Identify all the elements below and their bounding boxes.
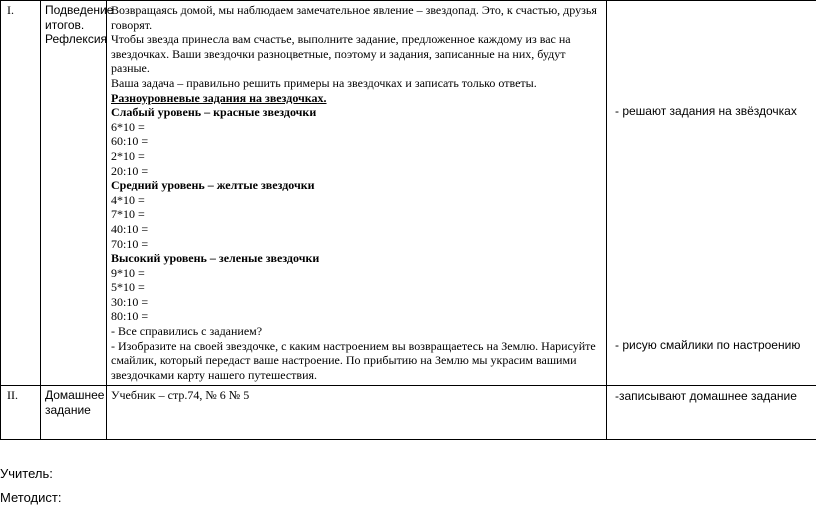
student-activity-cell: [607, 1, 816, 386]
student-activity-cell: [607, 386, 816, 440]
stage-content: Учебник – стр.74, № 6 № 5: [107, 386, 607, 440]
intro-paragraph: Ваша задача – правильно решить примеры на звездочках и записать только ответы.: [111, 75, 537, 90]
example: 20:10 =: [111, 163, 149, 178]
methodist-label: Методист:: [0, 490, 62, 505]
table-row: [1, 386, 816, 440]
level-title: Слабый уровень – красные звездочки: [111, 105, 317, 120]
example: 80:10 =: [111, 309, 149, 324]
level-title: Средний уровень – желтые звездочки: [111, 178, 315, 193]
example: 40:10 =: [111, 221, 149, 236]
stage-number: I.: [1, 1, 41, 386]
example: 5*10 =: [111, 280, 145, 295]
example: 2*10 =: [111, 148, 145, 163]
teacher-label: Учитель:: [0, 466, 53, 481]
outro-paragraph: - Все справились с заданием?: [111, 324, 263, 339]
outro-paragraph: - Изобразите на своей звездочке, с каким настроением вы возвращаетесь на Землю. Нарисуйте смайлик, который передаст ваше настроение. По прибытию на Землю мы украсим вашими звездочками карту нашего путешествия.: [111, 338, 596, 382]
intro-paragraph: Возвращаясь домой, мы наблюдаем замечательное явление – звездопад. Это, к счастью, друзья говорят.: [111, 3, 597, 32]
level-title: Высокий уровень – зеленые звездочки: [111, 251, 320, 266]
example: 70:10 =: [111, 236, 149, 251]
example: 30:10 =: [111, 294, 149, 309]
example: 6*10 =: [111, 119, 145, 134]
example: 4*10 =: [111, 192, 145, 207]
student-activity: -записывают домашнее задание: [615, 389, 797, 403]
tasks-title: Разноуровневые задания на звездочках.: [111, 90, 327, 105]
stage-number: II.: [1, 386, 41, 440]
stage-name: Домашнее задание: [41, 386, 107, 440]
intro-paragraph: Чтобы звезда принесла вам счастье, выполните задание, предложенное каждому из вас на звездочках. Ваши звездочки разноцветные, поэтому и задания, записанные на них, будут разные.: [111, 32, 571, 76]
student-activity: - решают задания на звёздочках: [615, 104, 797, 118]
student-activity: - рисую смайлики по настроению: [615, 338, 801, 352]
example: 9*10 =: [111, 265, 145, 280]
table-row: [1, 1, 816, 386]
stage-content: [107, 1, 607, 386]
example: 60:10 =: [111, 134, 149, 149]
stage-name: Подведение итогов. Рефлексия: [41, 1, 107, 386]
example: 7*10 =: [111, 207, 145, 222]
